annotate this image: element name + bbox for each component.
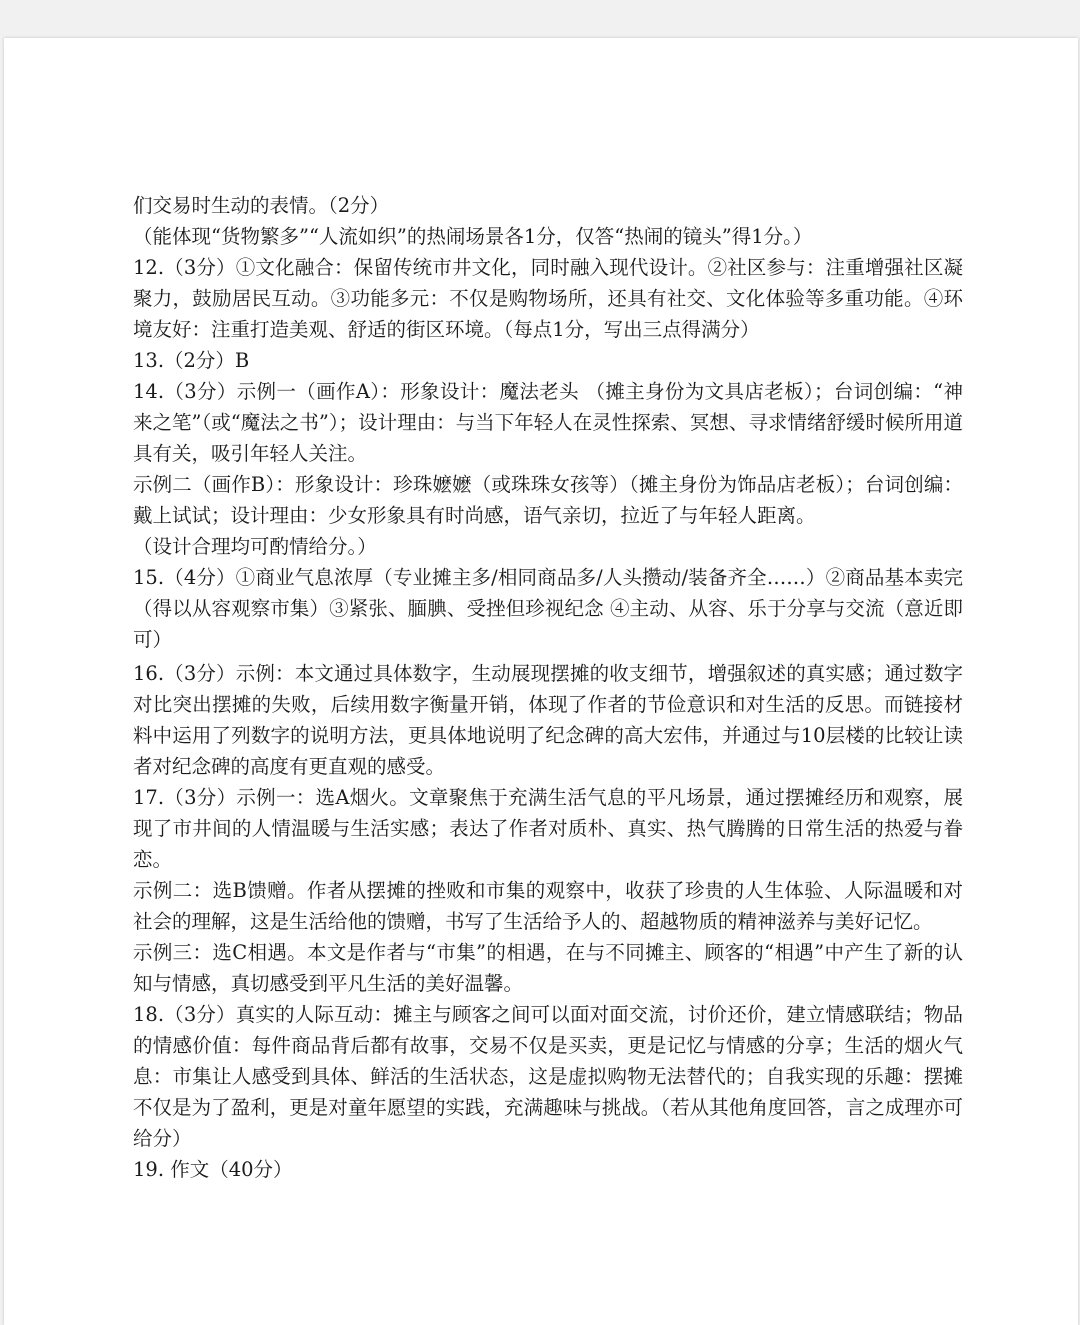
- paragraph-answer-14-example-2: 示例二（画作B）：形象设计：珍珠嬷嬷（或珠珠女孩等）（摊主身份为饰品店老板）；台词创编：戴上试试；设计理由：少女形象具有时尚感，语气亲切，拉近了与年轻人距离。: [133, 473, 963, 527]
- paragraph-answer-14-note: （设计合理均可酌情给分。）: [133, 535, 377, 558]
- paragraph-answer-17-example-2: 示例二：选B馈赠。作者从摆摊的挫败和市集的观察中，收获了珍贵的人生体验、人际温暖和对社会的理解，这是生活给他的馈赠，书写了生活给予人的、超越物质的精神滋养与美好记忆。: [133, 879, 963, 933]
- paragraph-answer-13: 13.（2分）B: [133, 349, 250, 372]
- paragraph-answer-17-example-1: 17.（3分）示例一：选A烟火。文章聚焦于充满生活气息的平凡场景，通过摆摊经历和观察，展现了市井间的人情温暖与生活实感；表达了作者对质朴、真实、热气腾腾的日常生活的热爱与眷恋。: [133, 786, 963, 871]
- answer-key-content: [133, 190, 963, 1185]
- paragraph-answer-18: 18.（3分）真实的人际互动：摊主与顾客之间可以面对面交流，讨价还价，建立情感联结；物品的情感价值：每件商品背后都有故事，交易不仅是买卖，更是记忆与情感的分享；生活的烟火气息：市集让人感受到具体、鲜活的生活状态，这是虚拟购物无法替代的；自我实现的乐趣：摆摊不仅是为了盈利，更是对童年愿望的实践，充满趣味与挑战。（若从其他角度回答，言之成理亦可给分）: [133, 1003, 963, 1150]
- paragraph-answer-15: 15.（4分）①商业气息浓厚（专业摊主多/相同商品多/人头攒动/装备齐全……）②商品基本卖完（得以从容观察市集）③紧张、腼腆、受挫但珍视纪念 ④主动、从容、乐于分享与交流（意近即可）: [133, 566, 963, 651]
- paragraph-answer-19: 19. 作文（40分）: [133, 1158, 293, 1181]
- paragraph-answer-14-example-1: 14.（3分）示例一（画作A）：形象设计：魔法老头 （摊主身份为文具店老板）；台词创编：“神来之笔”（或“魔法之书”）；设计理由：与当下年轻人在灵性探索、冥想、寻求情绪舒缓时候所用道具有关，吸引年轻人关注。: [133, 380, 963, 465]
- paragraph-answer-17-example-3: 示例三：选C相遇。本文是作者与“市集”的相遇，在与不同摊主、顾客的“相遇”中产生了新的认知与情感，真切感受到平凡生活的美好温馨。: [133, 941, 963, 995]
- paragraph-scoring-note-11: （能体现“货物繁多”“人流如织”的热闹场景各1分，仅答“热闹的镜头”得1分。）: [133, 225, 813, 248]
- document-page: [4, 38, 1078, 1325]
- paragraph-continuation-11: 们交易时生动的表情。（2分）: [133, 194, 390, 217]
- paragraph-answer-16: 16.（3分）示例：本文通过具体数字，生动展现摆摊的收支细节，增强叙述的真实感；通过数字对比突出摆摊的失败，后续用数字衡量开销，体现了作者的节俭意识和对生活的反思。而链接材料中运用了列数字的说明方法，更具体地说明了纪念碑的高大宏伟，并通过与10层楼的比较让读者对纪念碑的高度有更直观的感受。: [133, 662, 963, 778]
- paragraph-answer-12: 12.（3分）①文化融合：保留传统市井文化，同时融入现代设计。②社区参与：注重增强社区凝聚力，鼓励居民互动。③功能多元：不仅是购物场所，还具有社交、文化体验等多重功能。④环境友好：注重打造美观、舒适的街区环境。（每点1分，写出三点得满分）: [133, 256, 963, 341]
